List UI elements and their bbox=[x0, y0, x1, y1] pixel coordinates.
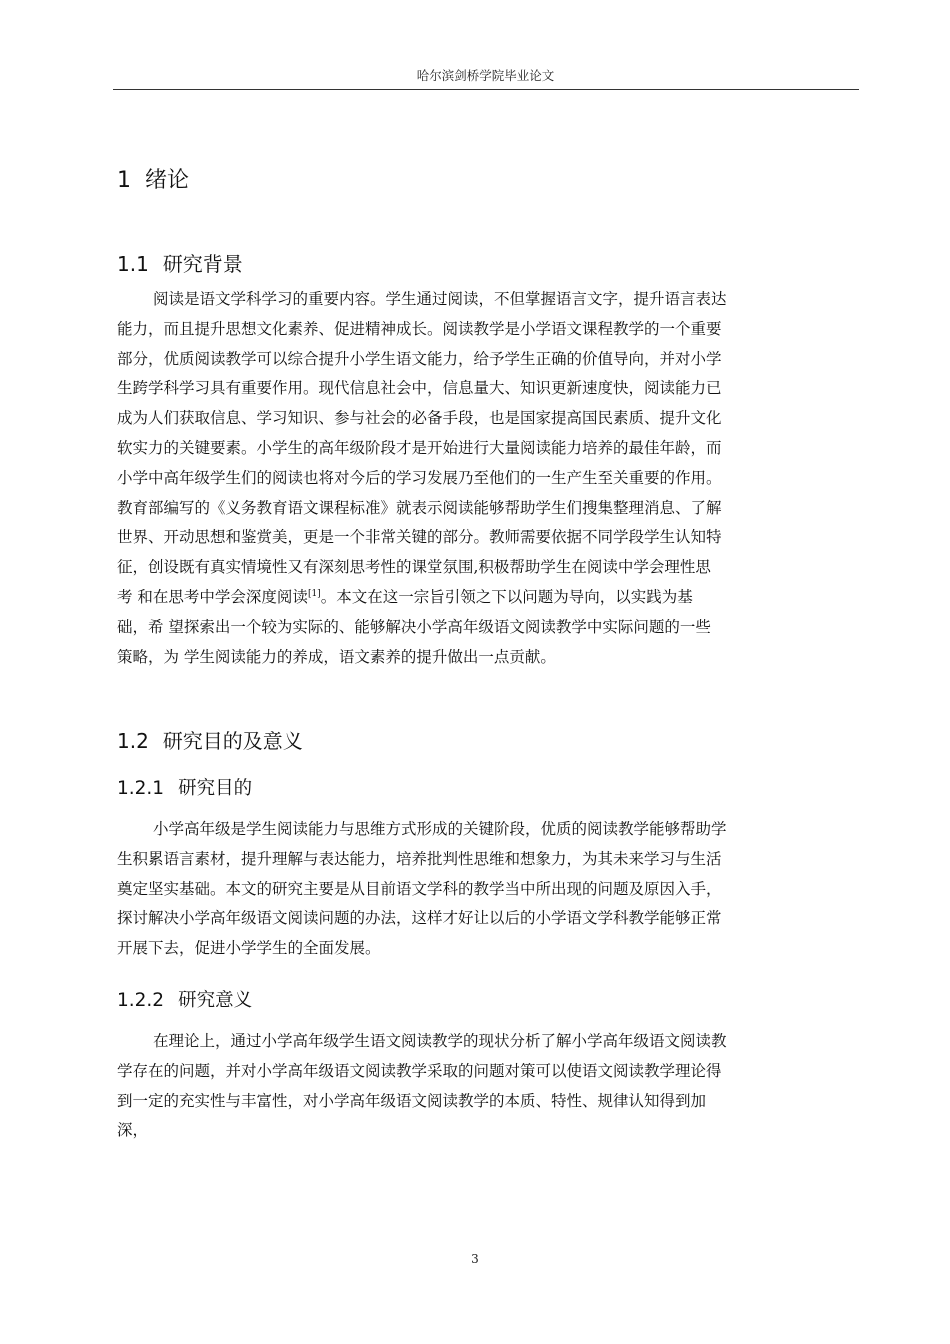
text-line: 在理论上，通过小学高年级学生语文阅读教学的现状分析了解小学高年级语文阅读教 bbox=[153, 1032, 727, 1050]
text-line: 能力，而且提升思想文化素养、促进精神成长。阅读教学是小学语文课程教学的一个重要 bbox=[117, 319, 722, 338]
text-line: 教育部编写的《义务教育语文课程标准》就表示阅读能够帮助学生们搜集整理消息、了解 bbox=[117, 498, 722, 517]
section-title: 研究目的及意义 bbox=[162, 729, 303, 753]
paragraph-significance bbox=[117, 1027, 862, 1146]
page-number: 3 bbox=[471, 1252, 479, 1266]
section-title: 研究背景 bbox=[162, 252, 243, 276]
text-line: 探讨解决小学高年级语文阅读问题的办法，这样才好让以后的小学语文学科教学能够正常 bbox=[117, 909, 722, 928]
citation-marker[interactable]: [1] bbox=[307, 588, 321, 599]
subsection-heading-1-2-2 bbox=[117, 986, 252, 1012]
text-line: 学存在的问题，并对小学高年级语文阅读教学采取的问题对策可以使语文阅读教学理论得 bbox=[117, 1061, 722, 1080]
section-number: 1.1 bbox=[117, 252, 149, 276]
text-line: 到一定的充实性与丰富性，对小学高年级语文阅读教学的本质、特性、规律认知得到加 bbox=[117, 1091, 707, 1110]
section-heading-1-1 bbox=[117, 248, 243, 277]
text-line: 考 和在思考中学会深度阅读[1]。本文在这一宗旨引领之下以问题为导向，以实践为基 bbox=[117, 587, 693, 606]
paragraph-purpose bbox=[117, 815, 862, 964]
text-line: 生跨学科学习具有重要作用。现代信息社会中，信息量大、知识更新速度快，阅读能力已 bbox=[117, 379, 722, 398]
text-line: 生积累语言素材，提升理解与表达能力，培养批判性思维和想象力，为其未来学习与生活 bbox=[117, 849, 722, 868]
text-line: 小学中高年级学生们的阅读也将对今后的学习发展乃至他们的一生产生至关重要的作用。 bbox=[117, 468, 722, 487]
text-line: 奠定坚实基础。本文的研究主要是从目前语文学科的教学当中所出现的问题及原因入手， bbox=[117, 879, 722, 898]
chapter-title: 绪论 bbox=[145, 168, 190, 193]
text-line: 础，希 望探索出一个较为实际的、能够解决小学高年级语文阅读教学中实际问题的一些 bbox=[117, 617, 711, 636]
subsection-heading-1-2-1 bbox=[117, 774, 252, 800]
text-line: 部分，优质阅读教学可以综合提升小学生语文能力，给予学生正确的价值导向，并对小学 bbox=[117, 349, 722, 368]
text-line: 软实力的关键要素。小学生的高年级阶段才是开始进行大量阅读能力培养的最佳年龄，而 bbox=[117, 438, 722, 457]
subsection-title: 研究目的 bbox=[178, 778, 253, 799]
text-line: 开展下去，促进小学学生的全面发展。 bbox=[117, 939, 381, 958]
text-line: 策略，为 学生阅读能力的养成，语文素养的提升做出一点贡献。 bbox=[117, 647, 556, 666]
section-heading-1-2 bbox=[117, 725, 303, 754]
chapter-heading bbox=[117, 163, 189, 194]
chapter-number: 1 bbox=[117, 168, 131, 193]
paragraph-background bbox=[117, 285, 862, 672]
running-header: 哈尔滨剑桥学院毕业论文 bbox=[416, 68, 555, 83]
subsection-number: 1.2.1 bbox=[117, 778, 165, 799]
text-line: 小学高年级是学生阅读能力与思维方式形成的关键阶段，优质的阅读教学能够帮助学 bbox=[153, 820, 727, 838]
subsection-title: 研究意义 bbox=[178, 990, 253, 1011]
header-rule bbox=[113, 89, 859, 90]
text-line: 征，创设既有真实情境性又有深刻思考性的课堂氛围,积极帮助学生在阅读中学会理性思 bbox=[117, 558, 711, 577]
text-line: 深， bbox=[117, 1121, 149, 1140]
text-line: 世界、开动思想和鉴赏美，更是一个非常关键的部分。教师需要依据不同学段学生认知特 bbox=[117, 528, 722, 547]
text-line: 阅读是语文学科学习的重要内容。学生通过阅读，不但掌握语言文字，提升语言表达 bbox=[153, 290, 727, 308]
section-number: 1.2 bbox=[117, 729, 149, 753]
text-line: 成为人们获取信息、学习知识、参与社会的必备手段，也是国家提高国民素质、提升文化 bbox=[117, 409, 722, 428]
subsection-number: 1.2.2 bbox=[117, 990, 165, 1011]
